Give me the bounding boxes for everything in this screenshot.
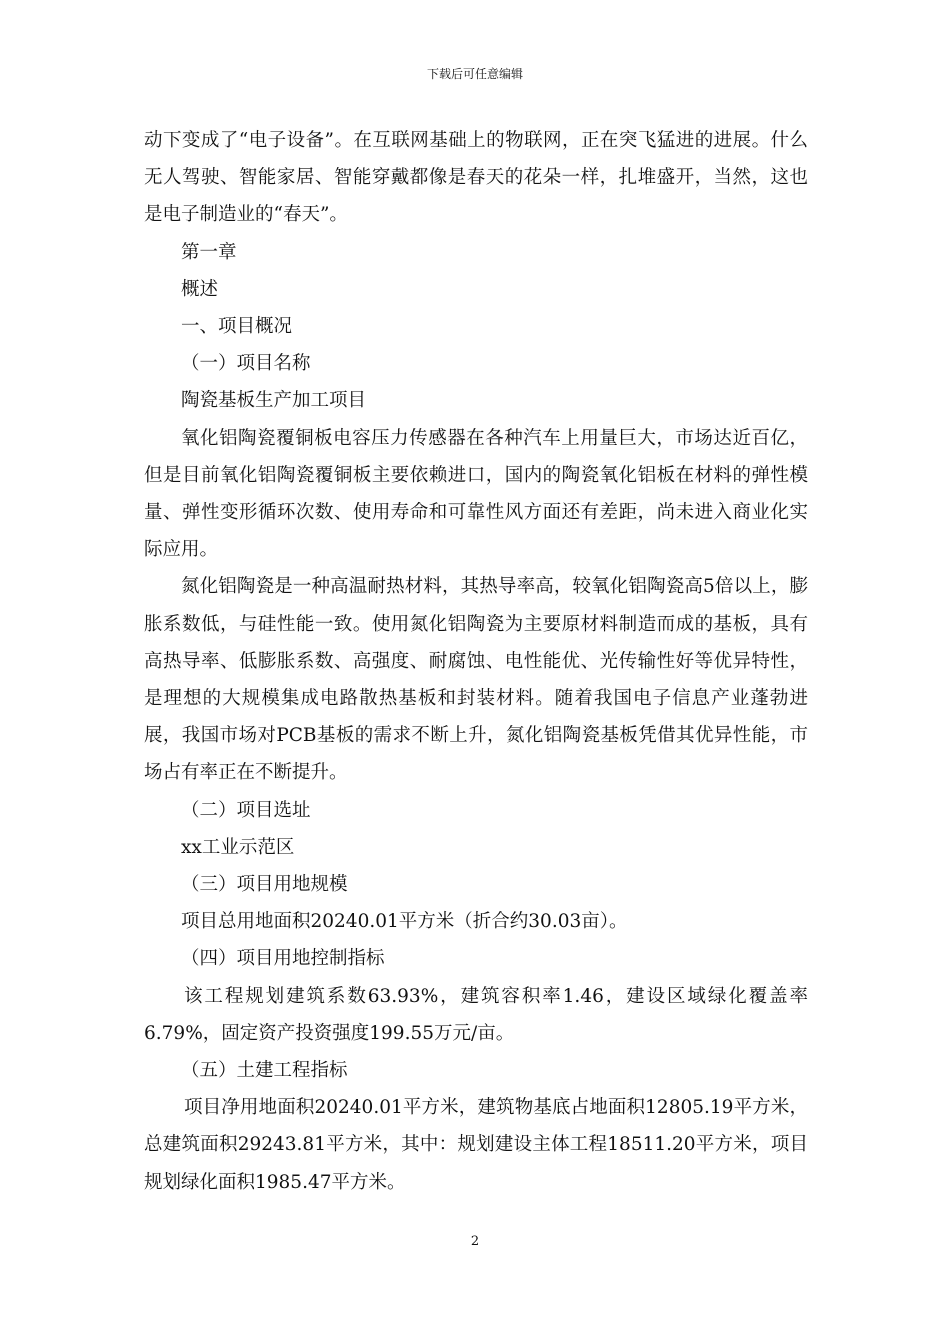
project-site-value: xx工业示范区 <box>181 836 295 858</box>
paragraph-land-area: 项目总用地面积20240.01平方米（折合约30.03亩）。 <box>181 911 628 933</box>
page-header: 下载后可任意编辑 <box>426 67 523 81</box>
paragraph-aluminum-nitride: 氮化铝陶瓷是一种高温耐热材料，其热导率高，较氧化铝陶瓷高5倍以上，膨胀系数低，与硅性能一致。使用氮化铝陶瓷为主要原材料制造而成的基板，具有高热导率、低膨胀系数、高强度、耐腐蚀、电性能优、光传输性好等优异特性，是理想的大规模集成电路散热基板和封装材料。随着我国电子信息产业蓬勃进展，我国市场对PCB基板的需求不断上升，氮化铝陶瓷基板凭借其优异性能，市场占有率正在不断提升。 <box>144 576 808 784</box>
project-name-value: 陶瓷基板生产加工项目 <box>181 390 367 412</box>
document-body <box>144 122 808 1201</box>
page-number: 2 <box>470 1234 480 1249</box>
chapter-title: 概述 <box>181 278 219 300</box>
subsection-heading-project-name: （一）项目名称 <box>181 353 311 375</box>
subsection-heading-land-scale: （三）项目用地规模 <box>181 874 348 896</box>
paragraph-land-control-index: 该工程规划建筑系数63.93%，建筑容积率1.46，建设区域绿化覆盖率6.79%，固定资产投资强度199.55万元/亩。 <box>144 985 808 1044</box>
paragraph-alumina-ceramic: 氧化铝陶瓷覆铜板电容压力传感器在各种汽车上用量巨大，市场达近百亿，但是目前氧化铝陶瓷覆铜板主要依赖进口，国内的陶瓷氧化铝板在材料的弹性模量、弹性变形循环次数、使用寿命和可靠性风方面还有差距，尚未进入商业化实际应用。 <box>144 427 808 561</box>
chapter-heading: 第一章 <box>181 241 237 263</box>
paragraph-intro-continuation: 动下变成了“电子设备”。在互联网基础上的物联网，正在突飞猛进的进展。什么无人驾驶、智能家居、智能穿戴都像是春天的花朵一样，扎堆盛开，当然，这也是电子制造业的“春天”。 <box>144 130 808 226</box>
subsection-heading-civil-engineering: （五）土建工程指标 <box>181 1060 348 1082</box>
section-heading-project-overview: 一、项目概况 <box>181 316 293 338</box>
paragraph-civil-engineering: 项目净用地面积20240.01平方米，建筑物基底占地面积12805.19平方米，总建筑面积29243.81平方米，其中：规划建设主体工程18511.20平方米，项目规划绿化面积1985.47平方米。 <box>144 1097 808 1193</box>
subsection-heading-land-control-index: （四）项目用地控制指标 <box>181 948 385 970</box>
subsection-heading-project-site: （二）项目选址 <box>181 799 311 821</box>
